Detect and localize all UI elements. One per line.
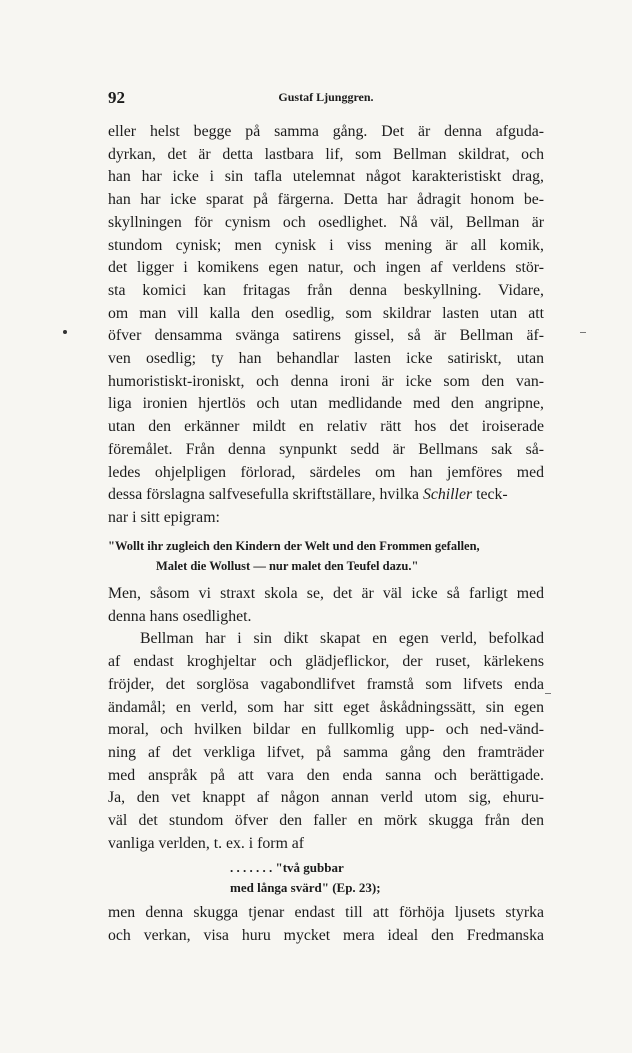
- text-line: med anspråk på att vara den enda sanna och berättigade.: [108, 766, 544, 784]
- text-line: ven osedlig; ty han behandlar lasten icke satiriskt, utan: [108, 350, 544, 367]
- text-line: föremålet. Från denna synpunkt sedd är Bellmans sak så-: [108, 440, 544, 458]
- text-line: ning af det verkliga lifvet, på samma gång den framträder: [108, 743, 544, 761]
- scan-speck: [545, 693, 551, 694]
- verse-line: . . . . . . . "två gubbar: [230, 860, 344, 875]
- text-segment: dessa förslagna salfvesefulla skriftställare, hvilka: [108, 486, 420, 504]
- text-line: nar i sitt epigram:: [108, 508, 220, 526]
- text-line: om man vill kalla den osedlig, som skildrar lasten utan att: [108, 304, 544, 322]
- text-segment: teck-: [476, 486, 508, 504]
- text-line: liga ironien hjertlös och utan medlidande med den angripne,: [108, 395, 544, 413]
- quote-line: Malet die Wollust — nur malet den Teufel dazu.": [156, 559, 419, 573]
- scan-speck: [580, 332, 586, 333]
- text-line: ledes ohjelpligen förlorad, särdeles om han jemföres med: [108, 463, 544, 481]
- text-line: han har icke i sin tafla utelemnat något karakteristiskt drag,: [108, 168, 544, 186]
- text-line: det ligger i komikens egen natur, och ingen af verldens stör-: [108, 259, 544, 277]
- text-line: humoristiskt-ironiskt, och denna ironi är icke som den van-: [108, 372, 544, 390]
- italic-name: Schiller: [422, 486, 473, 504]
- text-line: Ja, den vet knappt af någon annan verld utom sig, ehuru-: [108, 789, 544, 807]
- page-header: [108, 88, 544, 108]
- text-line: vanliga verlden, t. ex. i form af: [108, 834, 305, 852]
- scan-speck: [63, 330, 67, 334]
- text-line: Men, såsom vi straxt skola se, det är väl icke så farligt med: [108, 585, 544, 602]
- text-line: Bellman har i sin dikt skapat en egen verld, befolkad: [140, 630, 544, 648]
- text-line: sta komici kan fritagas från denna beskyllning. Vidare,: [108, 281, 544, 299]
- text-line: utan den erkänner mildt en relativ rätt hos det iroiserade: [108, 418, 544, 436]
- text-line: ändamål; en verld, som har sitt eget åskådningssätt, sin egen: [108, 698, 544, 716]
- text-line: denna hans osedlighet.: [108, 607, 252, 625]
- text-line: moral, och hvilken bildar en fullkomlig upp- och ned-vänd-: [108, 721, 544, 739]
- text-line: öfver densamma svänga satirens gissel, så är Bellman äf-: [108, 327, 544, 345]
- text-line: af endast kroghjeltar och glädjeflickor, der ruset, kärlekens: [108, 653, 544, 671]
- text-line: skyllningen för cynism och osedlighet. Nå väl, Bellman är: [108, 213, 544, 231]
- text-line: fröjder, det sorglösa vagabondlifvet framstå som lifvets enda: [108, 675, 544, 693]
- text-line: dyrkan, det är detta lastbara lif, som Bellman skildrat, och: [108, 145, 544, 163]
- text-line: [108, 484, 544, 506]
- page-number: 92: [108, 88, 125, 107]
- text-line: stundom cynisk; men cynisk i viss mening är all komik,: [108, 236, 544, 254]
- text-line: väl det stundom öfver den faller en mörk skugga från den: [108, 812, 544, 829]
- text-line: han har icke sparat på färgerna. Detta har ådragit honom be-: [108, 191, 544, 209]
- quote-line: "Wollt ihr zugleich den Kindern der Welt und den Frommen gefallen,: [108, 539, 480, 553]
- text-line: och verkan, visa huru mycket mera ideal den Fredmanska: [108, 926, 544, 944]
- verse-line: med långa svärd" (Ep. 23);: [230, 880, 381, 895]
- text-line: men denna skugga tjenar endast till att förhöja ljusets styrka: [108, 904, 544, 921]
- text-line: eller helst begge på samma gång. Det är denna afguda-: [108, 123, 544, 140]
- running-head: Gustaf Ljunggren.: [278, 90, 374, 104]
